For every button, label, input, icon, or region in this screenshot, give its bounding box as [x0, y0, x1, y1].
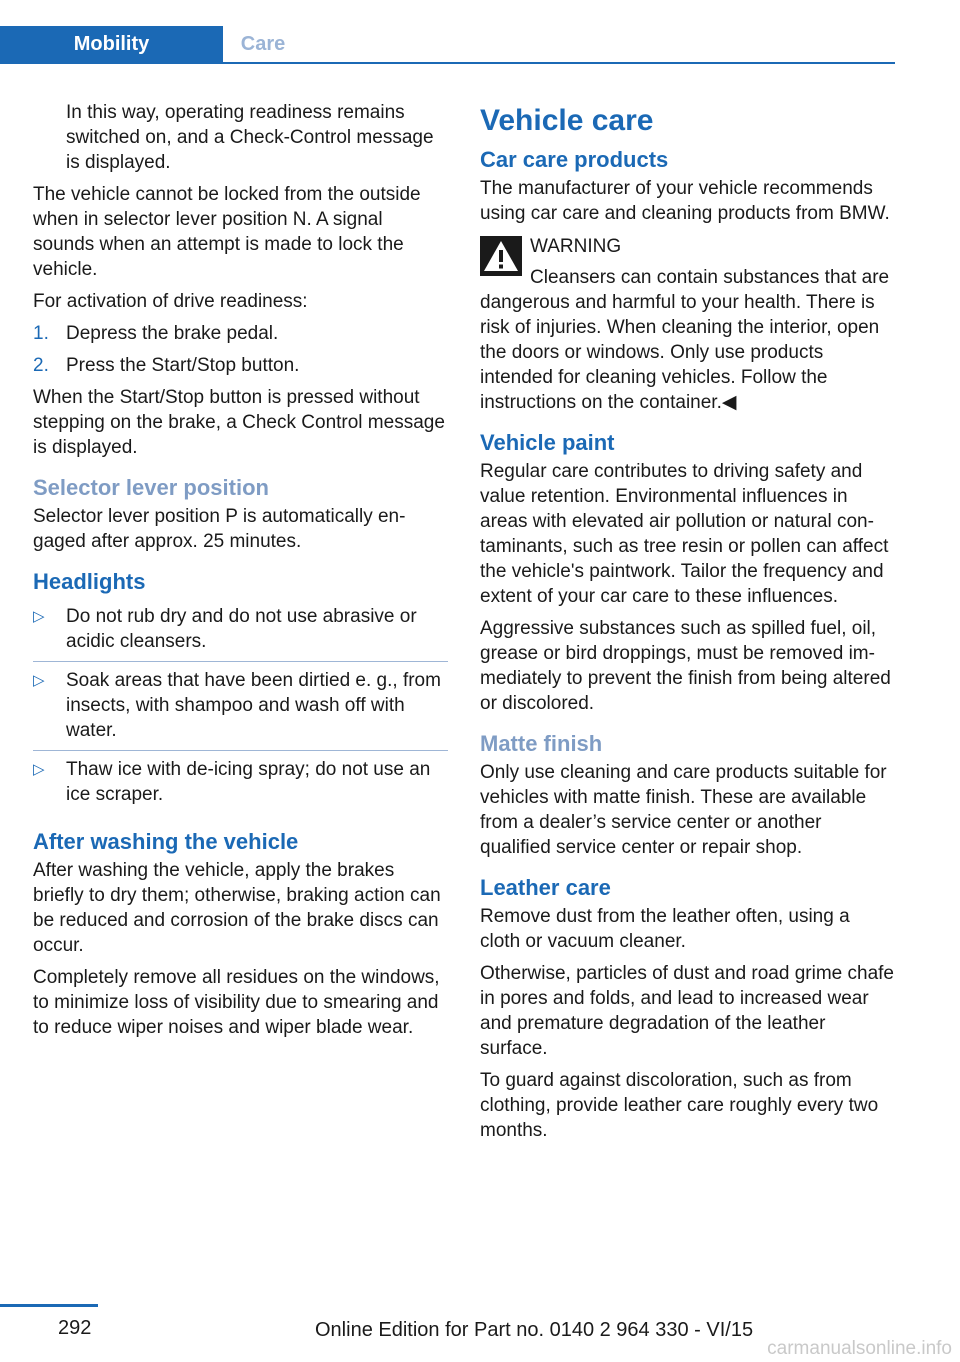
triangle-right-icon: ▷: [33, 608, 45, 625]
locking-paragraph: The vehicle cannot be locked from the outside when in selector lever position N. A signal sounds when an attempt is made to lock the vehicle.: [33, 184, 421, 280]
matte-finish-text: Only use cleaning and care products suitable for vehicles with matte finish. These are available from a dealer’s service center or another qualified service center or repair shop.: [480, 762, 887, 858]
after-washing-text-1: After washing the vehicle, apply the brakes briefly to dry them; otherwise, braking action can be reduced and corrosion of the brake discs can occur.: [33, 860, 441, 956]
tab-care[interactable]: Care: [240, 33, 286, 55]
selector-lever-text: Selector lever position P is automatically engaged after approx. 25 minutes.: [33, 506, 406, 552]
step-text: Press the Start/Stop button.: [66, 355, 300, 376]
list-item: [33, 662, 448, 751]
step-number: 1.: [33, 323, 49, 344]
after-washing-text-2: Completely remove all residues on the windows, to minimize loss of visibility due to smearing and to reduce wiper noises and wiper blade wear.: [33, 967, 440, 1038]
warning-triangle-icon: [480, 236, 522, 276]
matte-finish-heading: Matte finish: [480, 731, 603, 756]
step-item: [33, 321, 448, 346]
warning-box: [480, 234, 895, 415]
warning-text: Cleansers can contain substances that are dangerous and harmful to your health. There is risk of injuries. When cleaning the interior, open the doors or windows. Only use products intended for cleaning vehicles. Follow the instructions on the container.◀: [480, 267, 890, 413]
list-item: [33, 598, 448, 662]
step-item: [33, 353, 448, 378]
step-text: Depress the brake pedal.: [66, 323, 279, 344]
activation-intro: For activation of drive readiness:: [33, 291, 308, 312]
page-number: 292: [58, 1317, 92, 1339]
tab-mobility[interactable]: Mobility: [0, 26, 223, 62]
warning-title: WARNING: [530, 236, 622, 257]
start-stop-paragraph: When the Start/Stop button is pressed without stepping on the brake, a Check Control message is displayed.: [33, 387, 445, 458]
vehicle-paint-text-2: Aggressive substances such as spilled fuel, oil, grease or bird droppings, must be removed immediately to prevent the finish from being altered or discolored.: [480, 618, 891, 714]
footer-divider: [0, 1304, 98, 1307]
triangle-right-icon: ▷: [33, 761, 45, 778]
intro-indented-paragraph: In this way, operating readiness remains switched on, and a Check-Control message is displayed.: [66, 102, 434, 173]
list-item: [33, 751, 448, 814]
watermark: carmanualsonline.info: [767, 1338, 952, 1359]
leather-care-text-1: Remove dust from the leather often, using a cloth or vacuum cleaner.: [480, 906, 850, 952]
list-item-text: Soak areas that have been dirtied e. g., from insects, with shampoo and wash off with water.: [66, 670, 441, 741]
left-column: [33, 100, 448, 1047]
selector-lever-heading: Selector lever position: [33, 475, 269, 500]
headlights-heading: Headlights: [33, 569, 146, 594]
edition-footer: Online Edition for Part no. 0140 2 964 330 - VI/15: [315, 1319, 754, 1341]
vehicle-paint-text-1: Regular care contributes to driving safety and value retention. Environmental influences in areas with elevated air pollution or natural contaminants, such as tree resin or pollen can affect the vehicle's paintwork. Tailor the frequency and extent of your car care to these influences.: [480, 461, 889, 607]
triangle-right-icon: ▷: [33, 672, 45, 689]
leather-care-text-2: Otherwise, particles of dust and road grime chafe in pores and folds, and lead to increased wear and premature degradation of the leather surface.: [480, 963, 894, 1059]
activation-steps: [33, 321, 448, 378]
list-item-text: Thaw ice with de-icing spray; do not use an ice scraper.: [66, 759, 431, 805]
headlights-list: [33, 598, 448, 814]
car-care-heading: Car care products: [480, 147, 669, 172]
car-care-text: The manufacturer of your vehicle recommends using car care and cleaning products from BMW.: [480, 178, 890, 224]
vehicle-paint-heading: Vehicle paint: [480, 430, 615, 455]
section-title: Vehicle care: [480, 104, 654, 137]
right-column: [480, 100, 895, 1150]
step-number: 2.: [33, 355, 49, 376]
after-washing-heading: After washing the vehicle: [33, 829, 299, 854]
chapter-tab-bar: [0, 26, 895, 64]
leather-care-heading: Leather care: [480, 875, 611, 900]
leather-care-text-3: To guard against discoloration, such as from clothing, provide leather care roughly every two months.: [480, 1070, 879, 1141]
list-item-text: Do not rub dry and do not use abrasive or acidic cleansers.: [66, 606, 417, 652]
